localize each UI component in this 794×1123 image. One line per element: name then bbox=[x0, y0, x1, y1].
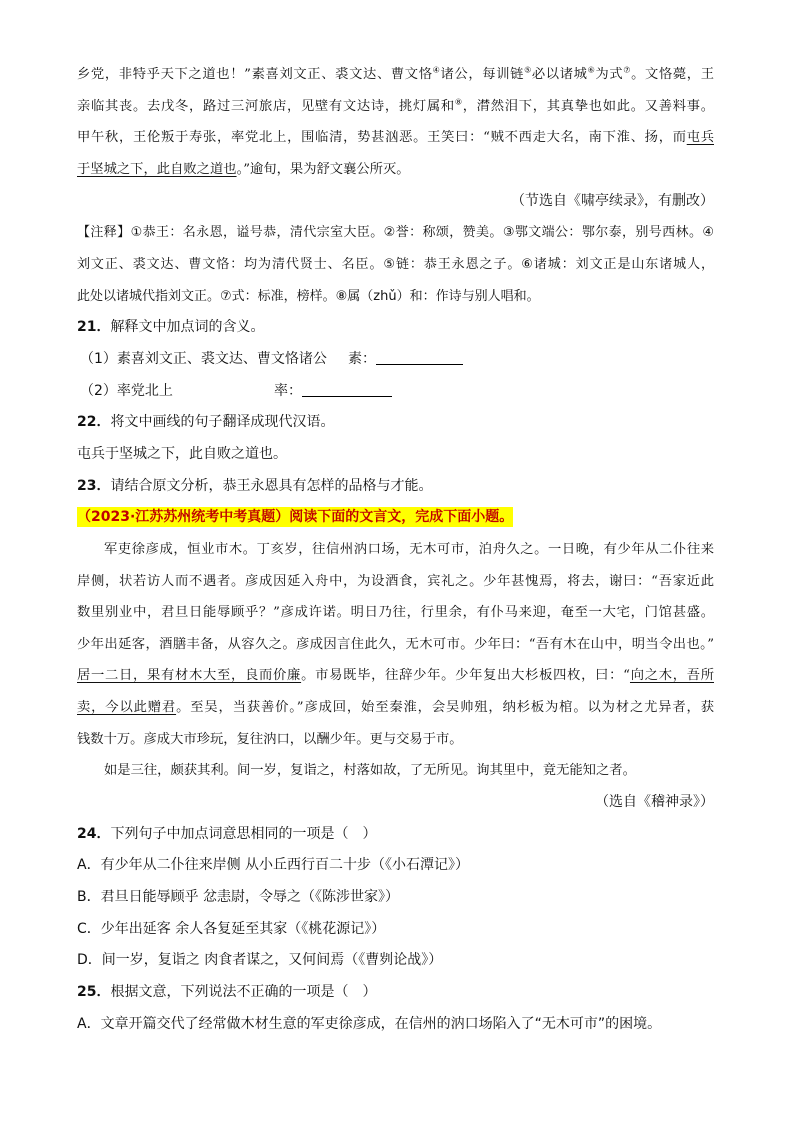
question-21 bbox=[77, 312, 714, 344]
passage-source: （选自《稽神录》） bbox=[595, 794, 714, 811]
answer-blank bbox=[302, 382, 392, 397]
option-a: A．文章开篇交代了经常做木材生意的军吏徐彦成，在信州的汭口场陷入了“无木可市”的困境。 bbox=[77, 1015, 662, 1032]
footnote-marker: ⑤ bbox=[524, 65, 532, 75]
question-number: 23． bbox=[77, 477, 111, 494]
footnote-marker: ⑥ bbox=[587, 65, 596, 75]
passage-paragraph: 如是三往，颇获其利。间一岁，复诣之，村落如故，了无所见。询其里中，竟无能知之者。 bbox=[104, 763, 636, 779]
passage-line bbox=[77, 724, 714, 756]
option-a: A．有少年从二仆往来岸侧 从小丘西行百二十步（《小石潭记》） bbox=[77, 857, 470, 874]
underlined-sentence: 卖，今以此赠君 bbox=[77, 700, 177, 716]
footnote-marker: ⑦ bbox=[623, 65, 632, 75]
passage-source: （节选自《啸亭续录》，有删改） bbox=[511, 192, 714, 209]
passage-text: 。至吴，当获善价。”彦成回，始至秦淮，会吴帅殂，纳杉板为棺。以为材之尤异者，获 bbox=[176, 700, 714, 716]
question-number: 22． bbox=[77, 414, 111, 431]
answer-label: 率： bbox=[274, 382, 302, 399]
section-heading bbox=[77, 502, 714, 534]
annotation-line: 刘文正、裘文达、曹文恪：均为清代贤士、名臣。⑤链：恭王永恩之子。⑥诸城：刘文正是山东诸城人， bbox=[77, 256, 714, 272]
answer-slot bbox=[348, 344, 463, 376]
option-c: C．少年出延客 余人各复延至其家（《桃花源记》） bbox=[77, 920, 386, 937]
question-number: 25． bbox=[77, 984, 111, 1001]
question-number: 21． bbox=[77, 319, 111, 336]
question-21-item-2 bbox=[77, 376, 714, 408]
passage-line bbox=[77, 566, 714, 598]
annotation-line: 此处以诸城代指刘文正。⑦式：标准，榜样。⑧属（zhǔ）和：作诗与别人唱和。 bbox=[77, 288, 540, 304]
passage-line bbox=[77, 154, 714, 186]
passage-line bbox=[77, 122, 714, 154]
passage-text: 少年出延客，酒膳丰备，从容久之。彦成因言住此久，无木可市。少年曰：“吾有木在山中，明当令出也。” bbox=[77, 636, 714, 652]
section-heading-highlight: （2023·江苏苏州统考中考真题）阅读下面的文言文，完成下面小题。 bbox=[77, 509, 514, 526]
item-text: （1）素喜刘文正、裘文达、曹文恪诸公 bbox=[80, 350, 327, 367]
question-23 bbox=[77, 471, 714, 503]
passage-text: 数里别业中，君旦日能辱顾乎？”彦成许诺。明日乃往，行里余，有仆马来迎，奄至一大宅，门馆甚盛。 bbox=[77, 605, 714, 621]
answer-blank bbox=[376, 350, 463, 365]
passage-text: 岸侧，状若访人而不遇者。彦成因延入舟中，为设酒食，宾礼之。少年甚愧焉，将去，谢曰：“吾家近此 bbox=[77, 573, 714, 589]
translation-sentence: 屯兵于坚城之下，此自败之道也。 bbox=[77, 445, 287, 462]
passage-line bbox=[77, 597, 714, 629]
question-21-item-1 bbox=[77, 344, 714, 376]
passage-text: 亲临其丧。去戊冬，路过三河旅店，见壁有文达诗，挑灯属和 bbox=[77, 98, 455, 114]
footnote-marker: ⑧ bbox=[454, 97, 463, 107]
page-content bbox=[77, 59, 714, 1040]
question-24 bbox=[77, 819, 714, 851]
passage-text: 必以诸城 bbox=[531, 67, 588, 82]
underlined-sentence: 居一二日，果有材木大至，良而价廉 bbox=[77, 668, 302, 684]
item-text: （2）率党北上 bbox=[80, 382, 173, 399]
question-text: 根据文意，下列说法不正确的一项是（ ） bbox=[110, 984, 377, 1001]
passage-line bbox=[77, 692, 714, 724]
passage-line bbox=[77, 59, 714, 91]
passage-text: 。”逾旬，果为舒文襄公所灭。 bbox=[236, 161, 410, 177]
question-number: 24． bbox=[77, 825, 111, 842]
question-text: 请结合原文分析，恭王永恩具有怎样的品格与才能。 bbox=[110, 477, 433, 494]
passage-text: 为式 bbox=[595, 67, 624, 82]
passage-text: ，潸然泪下，其真挚也如此。又善料事。 bbox=[462, 98, 714, 114]
passage-line bbox=[77, 629, 714, 661]
passage-text: 诸公，每训链 bbox=[440, 67, 525, 82]
passage-text: 。文恪薨，王 bbox=[631, 67, 714, 82]
passage-text: 钱数十万。彦成大市珍玩，复往汭口，以酬少年。更与交易于市。 bbox=[77, 731, 463, 747]
question-text: 解释文中加点词的含义。 bbox=[110, 319, 265, 336]
underlined-sentence: 于坚城之下，此自败之道也 bbox=[77, 161, 237, 177]
underlined-sentence: 屯兵 bbox=[686, 130, 714, 146]
passage-text: 。市易既毕，往辞少年。少年复出大杉板四枚，曰：“ bbox=[301, 668, 630, 684]
passage-line bbox=[77, 91, 714, 123]
question-text: 下列句子中加点词意思相同的一项是（ ） bbox=[110, 825, 377, 842]
question-text: 将文中画线的句子翻译成现代汉语。 bbox=[110, 414, 335, 431]
footnote-marker: ④ bbox=[432, 65, 441, 75]
question-25 bbox=[77, 977, 714, 1009]
answer-label: 素： bbox=[348, 350, 376, 367]
annotation-line: 【注释】①恭王：名永恩，谥号恭，清代宗室大臣。②誉：称颂，赞美。③鄂文端公：鄂尔泰，别号西林。④ bbox=[77, 225, 714, 241]
passage-text: 甲午秋，王伦叛于寿张，率党北上，围临清，势甚汹恶。王笑曰：“贼不西走大名，南下淮、扬，而 bbox=[77, 130, 687, 146]
underlined-sentence: 向之木，吾所 bbox=[629, 668, 714, 684]
passage-text: 乡党，非特乎天下之道也！”素喜刘文正、裘文达、曹文恪 bbox=[77, 67, 433, 82]
passage-text: 军吏徐彦成，恒业市木。丁亥岁，往信州汭口场，无木可市，泊舟久之。一日晚，有少年从二仆往来 bbox=[104, 541, 714, 557]
passage-line bbox=[77, 660, 714, 692]
option-b: B．君旦日能辱顾乎 忿恚尉，令辱之（《陈涉世家》） bbox=[77, 889, 400, 906]
answer-slot bbox=[274, 376, 392, 408]
option-d: D．间一岁，复诣之 肉食者谋之，又何间焉（《曹刿论战》） bbox=[77, 952, 443, 969]
passage-line bbox=[77, 534, 714, 566]
question-22 bbox=[77, 407, 714, 439]
